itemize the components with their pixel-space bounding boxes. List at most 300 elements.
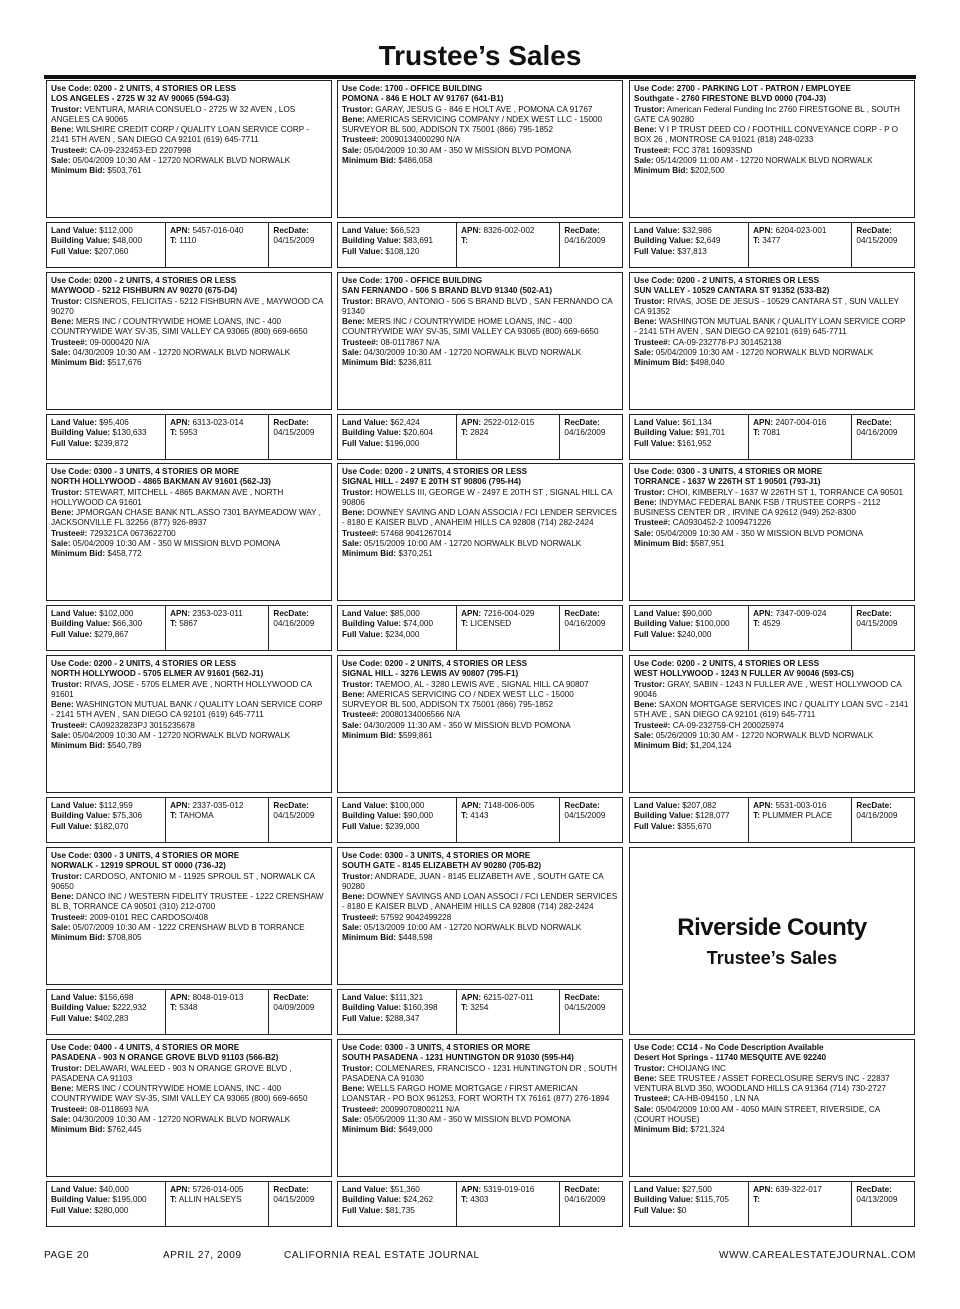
- use-code: Use Code: 0200 - 2 UNITS, 4 STORIES OR LESS: [51, 659, 237, 668]
- trustee-number-value: 08-0117867 N/A: [380, 337, 440, 347]
- recdate-column: [560, 990, 622, 1034]
- listing-card: [629, 80, 915, 218]
- minimum-bid-value: $448,598: [398, 933, 433, 943]
- sale-info-value: 05/14/2009 11:00 AM - 12720 NORWALK BLVD NORWALK: [655, 156, 873, 166]
- minimum-bid-label: Minimum Bid:: [634, 539, 689, 549]
- use-code: Use Code: 0300 - 3 UNITS, 4 STORIES OR MORE: [51, 851, 240, 860]
- recdate-value: 04/16/2009: [273, 619, 315, 629]
- tract: [461, 236, 555, 246]
- land-value: [51, 609, 161, 619]
- recdate-label: RecDate:: [564, 609, 600, 618]
- land-value: [342, 1185, 452, 1195]
- trustee-number-label: Trustee#:: [51, 337, 88, 347]
- land-value-value: $61,134: [682, 418, 712, 427]
- minimum-bid: [342, 358, 618, 368]
- recdate-value: 04/15/2009: [856, 236, 898, 246]
- listing-card: [629, 463, 915, 601]
- valuation-table: [337, 414, 623, 460]
- minimum-bid-label: Minimum Bid:: [51, 1125, 106, 1135]
- apn-label: APN:: [461, 226, 482, 235]
- values-column: [47, 798, 166, 842]
- recdate-value: 04/15/2009: [564, 811, 606, 821]
- apn-label: APN:: [461, 609, 482, 618]
- apn: [461, 801, 555, 811]
- apn-value: 7216-004-029: [483, 609, 535, 618]
- tract-label: T:: [170, 236, 177, 246]
- beneficiary: [634, 700, 910, 721]
- beneficiary: [342, 1084, 618, 1105]
- tract-value: 7081: [762, 428, 781, 438]
- property-address: POMONA - 846 E HOLT AV 91767 (641-B1): [342, 94, 504, 104]
- land-value: [634, 226, 744, 236]
- tract: [170, 1003, 264, 1013]
- tract: [753, 236, 847, 246]
- trustee-number: [342, 135, 618, 145]
- property-address: Southgate - 2760 FIRESTONE BLVD 0000 (704-J3): [634, 94, 827, 104]
- minimum-bid-label: Minimum Bid:: [342, 1125, 397, 1135]
- recdate-label: RecDate:: [273, 993, 309, 1002]
- full-value-label: Full Value:: [51, 1013, 92, 1023]
- valuation-table: [337, 1181, 623, 1227]
- beneficiary: [634, 498, 910, 519]
- sale-info-value: 05/07/2009 10:30 AM - 1222 CRENSHAW BLVD B TORRANCE: [72, 923, 305, 933]
- recdate-column: [269, 990, 331, 1034]
- trustor-label: Trustor:: [51, 1063, 82, 1073]
- recdate-label: RecDate:: [273, 418, 309, 427]
- beneficiary: [634, 1074, 910, 1095]
- apn: [170, 993, 264, 1003]
- apn-label: APN:: [461, 418, 482, 427]
- sale-info: [51, 348, 327, 358]
- apn-column: [749, 606, 852, 650]
- valuation-table: [629, 1181, 915, 1227]
- trustor-label: Trustor:: [342, 679, 373, 689]
- beneficiary-label: Bene:: [51, 700, 74, 710]
- footer-url: WWW.CAREALESTATEJOURNAL.COM: [719, 1250, 916, 1261]
- beneficiary-label: Bene:: [634, 317, 657, 327]
- land-value-label: Land Value:: [51, 1185, 97, 1194]
- sale-info: [342, 721, 618, 731]
- trustor: [342, 488, 618, 509]
- recdate-value: 04/16/2009: [564, 428, 606, 438]
- building-value: [51, 811, 161, 821]
- building-value-value: $195,000: [112, 1195, 147, 1205]
- property-address: MAYWOOD - 5212 FISHBURN AV 90270 (675-D4): [51, 286, 238, 296]
- apn: [170, 226, 264, 236]
- sale-info-label: Sale:: [634, 348, 654, 358]
- tract-value: 4529: [762, 619, 781, 629]
- trustor-value: DELAWARI, WALEED - 903 N ORANGE GROVE BLVD , PASADENA CA 91103: [51, 1063, 292, 1083]
- tract: [753, 619, 847, 629]
- trustor: [342, 105, 618, 115]
- recdate-column: [560, 415, 622, 459]
- minimum-bid-value: $708,805: [107, 933, 142, 943]
- trustee-number: [342, 338, 618, 348]
- trustee-number-value: CA-09-232778-PJ 301452138: [672, 337, 782, 347]
- trustee-number-label: Trustee#:: [634, 145, 671, 155]
- property-address: SUN VALLEY - 10529 CANTARA ST 91352 (533-B2): [634, 286, 830, 296]
- building-value: [342, 1195, 452, 1205]
- tract-value: LICENSED: [470, 619, 512, 629]
- beneficiary-value: MERS INC / COUNTRYWIDE HOME LOANS, INC - 400 COUNTRYWIDE WAY SV-35, SIMI VALLEY CA 93065 (800) 669-6650: [51, 317, 308, 337]
- beneficiary-label: Bene:: [342, 508, 365, 518]
- trustee-number: [634, 338, 910, 348]
- valuation-table: [46, 797, 332, 843]
- trustee-number: [342, 529, 618, 539]
- building-value-label: Building Value:: [634, 1195, 694, 1205]
- beneficiary: [51, 1084, 327, 1105]
- full-value-value: $196,000: [385, 438, 420, 448]
- sale-info-value: 05/04/2009 10:30 AM - 350 W MISSION BLVD POMONA: [363, 145, 572, 155]
- sale-info: [51, 923, 327, 933]
- beneficiary: [342, 317, 618, 338]
- trustee-number: [342, 913, 618, 923]
- apn-value: 2353-023-011: [192, 609, 243, 618]
- land-value-label: Land Value:: [51, 418, 97, 427]
- recdate-value: 04/15/2009: [564, 1003, 606, 1013]
- recdate-label: RecDate:: [564, 993, 600, 1002]
- values-column: [630, 415, 749, 459]
- values-column: [47, 223, 166, 267]
- full-value-label: Full Value:: [634, 1205, 675, 1215]
- apn-column: [166, 415, 269, 459]
- apn-value: 5531-003-016: [775, 801, 827, 810]
- trustor-label: Trustor:: [51, 104, 82, 114]
- recdate-value: 04/16/2009: [564, 236, 606, 246]
- trustor-value: CISNEROS, FELICITAS - 5212 FISHBURN AVE , MAYWOOD CA 90270: [51, 296, 324, 316]
- full-value-label: Full Value:: [342, 246, 383, 256]
- building-value: [51, 1003, 161, 1013]
- recdate-column: [269, 223, 331, 267]
- recdate-value: 04/16/2009: [564, 1195, 606, 1205]
- land-value-value: $32,986: [682, 226, 712, 235]
- trustee-number-value: 20090134000290 N/A: [380, 135, 461, 145]
- recdate-value: 04/15/2009: [273, 236, 315, 246]
- apn-label: APN:: [753, 609, 774, 618]
- minimum-bid: [342, 731, 618, 741]
- apn-label: APN:: [753, 418, 774, 427]
- recdate-column: [560, 606, 622, 650]
- trustee-number-label: Trustee#:: [342, 337, 379, 347]
- property-address: SAN FERNANDO - 506 S BRAND BLVD 91340 (502-A1): [342, 286, 553, 296]
- apn: [170, 801, 264, 811]
- full-value: [342, 630, 452, 640]
- apn-column: [457, 223, 560, 267]
- trustor-value: CHOIJANG INC: [667, 1063, 726, 1073]
- apn-column: [749, 798, 852, 842]
- land-value-value: $111,321: [390, 993, 424, 1002]
- tract-label: T:: [170, 811, 177, 821]
- minimum-bid-value: $236,811: [398, 358, 432, 368]
- use-code: Use Code: CC14 - No Code Description Available: [634, 1043, 824, 1052]
- trustee-number-value: 57468 9041267014: [380, 528, 452, 538]
- trustee-number-label: Trustee#:: [342, 1104, 379, 1114]
- apn-column: [749, 415, 852, 459]
- tract-label: T:: [461, 1003, 468, 1013]
- tract: [753, 428, 847, 438]
- trustee-number: [51, 1105, 327, 1115]
- trustee-number: [634, 1094, 910, 1104]
- sale-info: [51, 1115, 327, 1125]
- full-value-label: Full Value:: [51, 1205, 92, 1215]
- land-value-value: $102,000: [99, 609, 134, 618]
- apn-column: [749, 1182, 852, 1226]
- tract: [170, 619, 264, 629]
- full-value-value: $355,670: [677, 821, 712, 831]
- building-value-value: $24,262: [403, 1195, 434, 1205]
- beneficiary-label: Bene:: [634, 1073, 657, 1083]
- land-value-label: Land Value:: [51, 609, 97, 618]
- trustor-value: CARDOSO, ANTONIO M - 11925 SPROUL ST , NORWALK CA 90650: [51, 871, 315, 891]
- recdate-column: [852, 223, 914, 267]
- beneficiary-label: Bene:: [342, 892, 365, 902]
- beneficiary-value: SAXON MORTGAGE SERVICES INC / QUALITY LOAN SVC - 2141 5TH AVE , SAN DIEGO CA 92101 (619) 645-7711: [634, 700, 909, 720]
- trustee-number-value: CA09232823PJ 3015235678: [89, 720, 195, 730]
- sale-info: [51, 539, 327, 549]
- trustor: [51, 488, 327, 509]
- tract-label: T:: [461, 811, 468, 821]
- property-address: NORTH HOLLYWOOD - 5705 ELMER AV 91601 (562-J1): [51, 669, 264, 679]
- page-title: Trustee’s Sales: [378, 40, 582, 71]
- trustor-label: Trustor:: [51, 487, 82, 497]
- listing-card: [629, 655, 915, 793]
- beneficiary-label: Bene:: [51, 317, 74, 327]
- recdate-label: RecDate:: [856, 1185, 892, 1194]
- tract-value: 3254: [470, 1003, 489, 1013]
- trustor: [634, 105, 910, 126]
- trustor-label: Trustor:: [634, 487, 665, 497]
- land-value: [634, 1185, 744, 1195]
- recdate-label: RecDate:: [273, 801, 309, 810]
- apn-column: [457, 1182, 560, 1226]
- trustee-number-label: Trustee#:: [51, 528, 88, 538]
- full-value: [634, 822, 744, 832]
- trustee-number: [51, 721, 327, 731]
- listing-card: [629, 272, 915, 410]
- beneficiary-value: WASHINGTON MUTUAL BANK / QUALITY LOAN SERVICE CORP - 2141 5TH AVEN , SAN DIEGO CA 92101 (619) 645-7711: [634, 317, 906, 337]
- minimum-bid: [51, 166, 327, 176]
- full-value: [51, 1206, 161, 1216]
- apn: [170, 609, 264, 619]
- valuation-table: [629, 605, 915, 651]
- trustee-number-value: 729321CA 0673622700: [89, 528, 176, 538]
- trustee-number-value: 57592 9042499228: [380, 912, 452, 922]
- listing-card: [337, 847, 623, 985]
- values-column: [47, 415, 166, 459]
- land-value: [51, 993, 161, 1003]
- full-value: [342, 1206, 452, 1216]
- beneficiary-label: Bene:: [51, 1084, 74, 1094]
- building-value-value: $74,000: [403, 619, 434, 629]
- apn: [461, 1185, 555, 1195]
- apn-column: [457, 606, 560, 650]
- building-value-value: $222,932: [112, 1003, 147, 1013]
- apn-value: 2337-035-012: [192, 801, 244, 810]
- apn-value: 639-322-017: [775, 1185, 822, 1194]
- full-value-label: Full Value:: [342, 821, 383, 831]
- trustor: [51, 297, 327, 318]
- sale-info-label: Sale:: [51, 156, 71, 166]
- land-value: [342, 226, 452, 236]
- land-value: [51, 418, 161, 428]
- full-value-value: $108,120: [385, 246, 420, 256]
- tract-value: TAHOMA: [179, 811, 214, 821]
- tract-label: T:: [753, 1195, 760, 1205]
- recdate-column: [269, 1182, 331, 1226]
- building-value-label: Building Value:: [342, 236, 402, 246]
- sale-info-label: Sale:: [342, 923, 362, 933]
- beneficiary-value: AMERICAS SERVICING CO / NDEX WEST LLC - 15000 SURVEYOR BL 500, ADDISON TX 75001 (866) 795-1852: [342, 689, 574, 710]
- listing-card: [337, 463, 623, 601]
- full-value: [51, 822, 161, 832]
- sale-info-value: 04/30/2009 10:30 AM - 12720 NORWALK BLVD NORWALK: [72, 1115, 291, 1125]
- building-value: [634, 811, 744, 821]
- minimum-bid: [342, 933, 618, 943]
- minimum-bid: [634, 539, 910, 549]
- trustor-label: Trustor:: [634, 1063, 665, 1073]
- full-value-label: Full Value:: [634, 821, 675, 831]
- minimum-bid-value: $202,500: [690, 166, 725, 176]
- footer-date: APRIL 27, 2009: [163, 1250, 242, 1261]
- building-value-value: $66,300: [112, 619, 143, 629]
- apn: [753, 1185, 847, 1195]
- land-value: [342, 418, 452, 428]
- sale-info-value: 05/04/2009 10:30 AM - 350 W MISSION BLVD POMONA: [72, 539, 281, 549]
- tract: [170, 811, 264, 821]
- sale-info-label: Sale:: [51, 1115, 71, 1125]
- recdate-value: 04/15/2009: [273, 428, 315, 438]
- tract-label: T:: [170, 619, 177, 629]
- minimum-bid-label: Minimum Bid:: [342, 358, 397, 368]
- sale-info: [51, 731, 327, 741]
- sale-info: [634, 156, 910, 166]
- use-code: Use Code: 0400 - 4 UNITS, 4 STORIES OR MORE: [51, 1043, 240, 1052]
- trustee-number-label: Trustee#:: [634, 720, 671, 730]
- apn-column: [166, 606, 269, 650]
- riverside-heading-box: [629, 847, 915, 1035]
- trustor-value: STEWART, MITCHELL - 4865 BAKMAN AVE , NORTH HOLLYWOOD CA 91601: [51, 487, 284, 507]
- use-code: Use Code: 0200 - 2 UNITS, 4 STORIES OR LESS: [342, 467, 528, 476]
- trustor: [342, 680, 618, 690]
- sale-info-label: Sale:: [342, 1115, 362, 1125]
- beneficiary-value: V I P TRUST DEED CO / FOOTHILL CONVEYANCE CORP - P O BOX 26 , MONTROSE CA 91021 (818) 248-0233: [634, 125, 899, 145]
- recdate-value: 04/15/2009: [273, 1195, 315, 1205]
- sale-info-label: Sale:: [342, 720, 362, 730]
- valuation-table: [46, 222, 332, 268]
- trustee-number-label: Trustee#:: [342, 135, 379, 145]
- recdate-column: [269, 415, 331, 459]
- tract-value: 1110: [179, 236, 197, 246]
- building-value-label: Building Value:: [634, 811, 694, 821]
- minimum-bid: [51, 358, 327, 368]
- beneficiary-label: Bene:: [634, 125, 657, 135]
- full-value-label: Full Value:: [634, 438, 675, 448]
- sale-info-value: 05/13/2009 10:00 AM - 12720 NORWALK BLVD NORWALK: [363, 923, 582, 933]
- full-value-value: $207,060: [94, 246, 129, 256]
- beneficiary-value: SEE TRUSTEE / ASSET FORECLOSURE SERVS INC - 22837 VENTURA BLVD 350, WOODLAND HILLS CA 91364 (714) 730-2727: [634, 1073, 890, 1094]
- full-value: [342, 1014, 452, 1024]
- apn-label: APN:: [170, 226, 191, 235]
- trustor-value: RIVAS, JOSE DE JESUS - 10529 CANTARA ST , SUN VALLEY CA 91352: [634, 296, 899, 316]
- use-code: Use Code: 0300 - 3 UNITS, 4 STORIES OR MORE: [342, 851, 531, 860]
- building-value: [342, 1003, 452, 1013]
- land-value-value: $51,360: [390, 1185, 420, 1194]
- land-value-label: Land Value:: [51, 801, 97, 810]
- full-value: [51, 1014, 161, 1024]
- valuation-table: [46, 989, 332, 1035]
- full-value-value: $239,872: [94, 438, 129, 448]
- tract: [753, 811, 847, 821]
- valuation-table: [629, 222, 915, 268]
- building-value-label: Building Value:: [51, 619, 111, 629]
- sale-info-value: 05/26/2009 10:30 AM - 12720 NORWALK BLVD NORWALK: [655, 731, 874, 741]
- building-value: [634, 619, 744, 629]
- full-value-label: Full Value:: [51, 438, 92, 448]
- tract-value: 3477: [762, 236, 781, 246]
- recdate-label: RecDate:: [273, 226, 309, 235]
- building-value-label: Building Value:: [51, 236, 111, 246]
- apn-column: [457, 798, 560, 842]
- beneficiary: [342, 115, 618, 136]
- recdate-label: RecDate:: [856, 226, 892, 235]
- minimum-bid-value: $599,861: [398, 731, 433, 741]
- building-value-label: Building Value:: [51, 428, 111, 438]
- sale-info-label: Sale:: [51, 923, 71, 933]
- beneficiary-label: Bene:: [342, 1084, 365, 1094]
- full-value-label: Full Value:: [342, 438, 383, 448]
- tract-value: ALLIN HALSEYS: [178, 1195, 242, 1205]
- recdate-column: [269, 798, 331, 842]
- apn-value: 6204-023-001: [775, 226, 827, 235]
- trustee-number: [634, 721, 910, 731]
- land-value-value: $62,424: [390, 418, 420, 427]
- tract: [170, 236, 264, 246]
- trustee-number: [342, 710, 618, 720]
- trustor: [342, 872, 618, 893]
- recdate-label: RecDate:: [564, 801, 600, 810]
- apn-value: 6313-023-014: [192, 418, 244, 427]
- full-value-value: $81,735: [385, 1205, 415, 1215]
- apn-label: APN:: [461, 1185, 482, 1194]
- values-column: [338, 1182, 457, 1226]
- trustor: [51, 1064, 327, 1085]
- trustee-number: [51, 913, 327, 923]
- sale-info-value: 04/30/2009 10:30 AM - 12720 NORWALK BLVD NORWALK: [72, 348, 291, 358]
- trustee-number-value: CA-09-232759-CH 200025974: [672, 720, 784, 730]
- land-value-label: Land Value:: [634, 226, 680, 235]
- trustee-number: [634, 518, 910, 528]
- tract-label: T:: [461, 428, 468, 438]
- values-column: [338, 798, 457, 842]
- recdate-label: RecDate:: [273, 609, 309, 618]
- apn: [461, 993, 555, 1003]
- sale-info-value: 04/30/2009 10:30 AM - 12720 NORWALK BLVD NORWALK: [363, 348, 582, 358]
- minimum-bid: [51, 1125, 327, 1135]
- sale-info-value: 05/04/2009 10:30 AM - 12720 NORWALK BLVD NORWALK: [72, 731, 291, 741]
- land-value: [51, 1185, 161, 1195]
- minimum-bid-label: Minimum Bid:: [342, 156, 397, 166]
- trustee-number-label: Trustee#:: [51, 912, 88, 922]
- minimum-bid: [634, 741, 910, 751]
- building-value: [342, 428, 452, 438]
- beneficiary: [51, 125, 327, 146]
- trustor-label: Trustor:: [342, 871, 373, 881]
- building-value-value: $100,000: [695, 619, 730, 629]
- trustor-value: GRAY, SABIN - 1243 N FULLER AVE , WEST HOLLYWOOD CA 90046: [634, 679, 902, 699]
- beneficiary-label: Bene:: [51, 508, 74, 518]
- apn-value: 5726-014-005: [192, 1185, 244, 1194]
- tract: [461, 1003, 555, 1013]
